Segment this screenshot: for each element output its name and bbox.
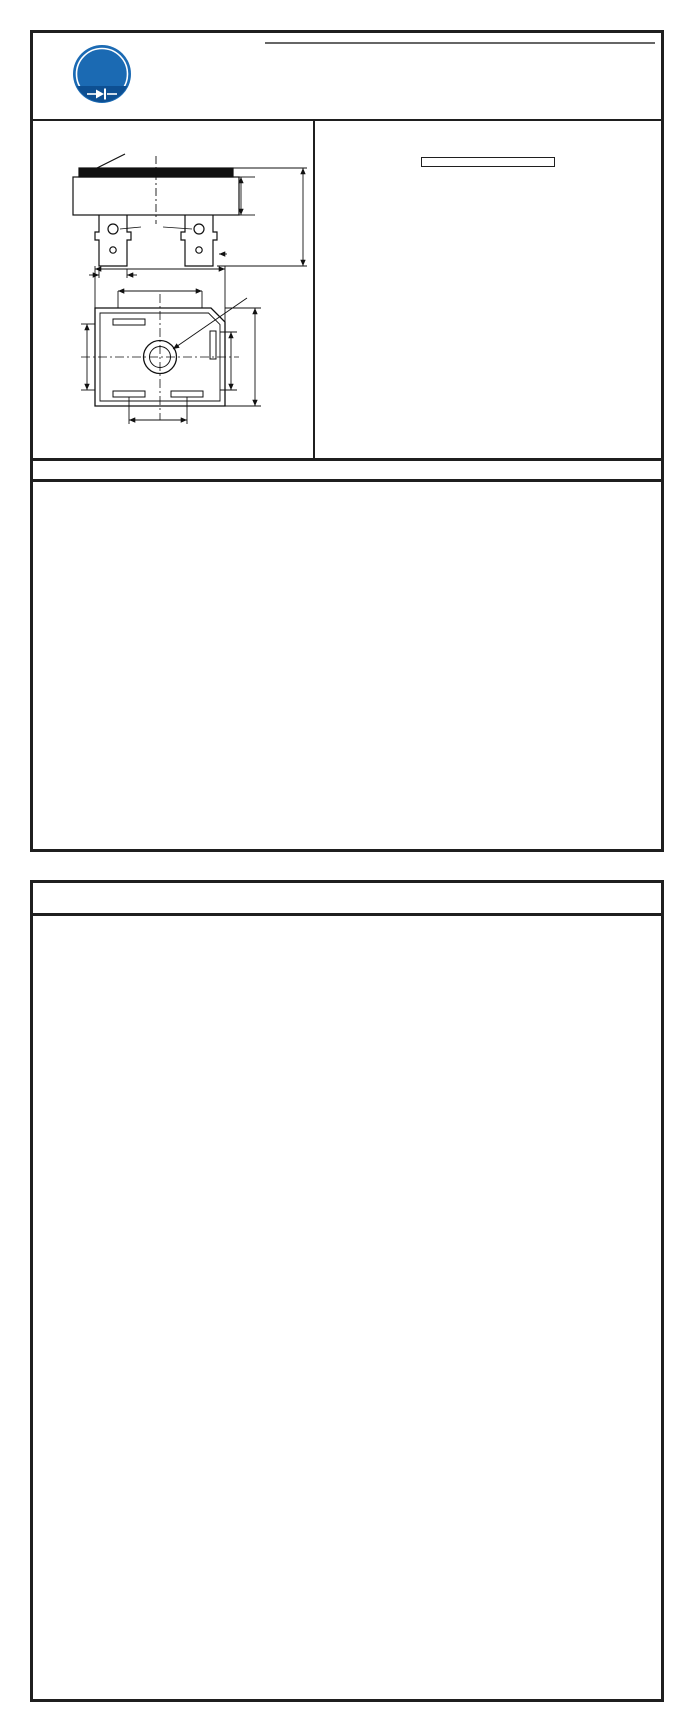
package-drawing-panel [33, 121, 315, 458]
top-view [81, 266, 261, 424]
side-dimension-lines [89, 168, 307, 278]
ratings-notes [38, 485, 656, 571]
package-outline-drawing [33, 128, 313, 446]
company-logo [71, 43, 139, 105]
features-panel [315, 121, 661, 458]
side-view [73, 154, 307, 278]
logo-icon [71, 43, 133, 105]
title-block [265, 39, 655, 49]
ratings-section-heading [33, 458, 661, 482]
curves-section-heading [33, 883, 661, 916]
page-title [265, 39, 655, 44]
page2-frame [30, 880, 664, 1702]
features-heading-box [421, 157, 555, 167]
page1-frame [30, 30, 664, 852]
header [33, 33, 661, 121]
